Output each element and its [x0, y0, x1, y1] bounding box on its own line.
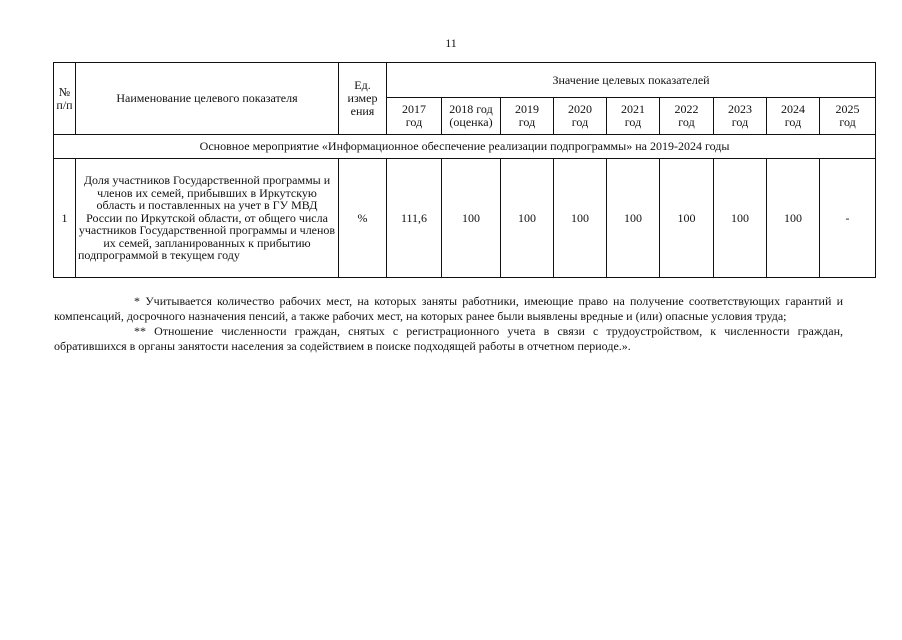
row-value-2021: 100 [607, 159, 660, 278]
footnotes [54, 294, 843, 354]
header-year-note: год [571, 115, 589, 129]
header-year-3 [554, 98, 607, 135]
row-value-2024: 100 [767, 159, 820, 278]
header-year-5 [660, 98, 714, 135]
row-value-2022: 100 [660, 159, 714, 278]
header-year-label: 2019 [515, 102, 539, 116]
header-year-label: 2017 [402, 102, 426, 116]
footnote-2: ** Отношение численности граждан, снятых с регистрационного учета в связи с трудоустройством, к численности граждан, обратившихся в органы занятости населения за содействием в поиске подходящей работы в отчетном периоде.». [54, 324, 843, 353]
header-year-label: 2024 [781, 102, 805, 116]
header-year-note: год [839, 115, 856, 129]
table-row [54, 159, 876, 278]
header-year-4 [607, 98, 660, 135]
row-value-2023: 100 [714, 159, 767, 278]
header-year-label: 2022 [674, 102, 699, 116]
header-year-1 [442, 98, 501, 135]
indicators-table [53, 62, 876, 278]
header-year-7 [767, 98, 820, 135]
header-year-note: год [518, 115, 536, 129]
row-unit: % [339, 159, 387, 278]
row-value-2019: 100 [501, 159, 554, 278]
header-year-label: 2021 [621, 102, 645, 116]
row-value-2018: 100 [442, 159, 501, 278]
row-value-2025: - [820, 159, 876, 278]
header-name: Наименование целевого показателя [76, 63, 339, 135]
header-num: № п/п [54, 63, 76, 135]
row-value-2020: 100 [554, 159, 607, 278]
header-year-note: год [624, 115, 642, 129]
header-year-6 [714, 98, 767, 135]
row-indicator-name: Доля участников Государственной программы и членов их семей, прибывших в Иркутскую область и поставленных на учет в ГУ МВД России по Иркутской области, от общего числа участников Государственной программы и членов их семей, запланированных к прибытию подпрограммой в текущем году [76, 159, 339, 278]
section-row [54, 135, 876, 159]
header-year-note: год [731, 115, 749, 129]
header-year-note: (оценка) [449, 115, 493, 129]
header-values-group: Значение целевых показателей [387, 63, 876, 98]
header-year-label: 2018 год [449, 102, 493, 116]
header-year-note: год [784, 115, 802, 129]
header-year-label: 2023 [728, 102, 752, 116]
header-year-note: год [405, 115, 423, 129]
header-unit: Ед. измер ения [339, 63, 387, 135]
footnote-1: * Учитывается количество рабочих мест, на которых заняты работники, имеющие право на получение соответствующих гарантий и компенсаций, досрочного назначения пенсий, а также рабочих мест, на которых ранее были выявлены вредные и (или) опасные условия труда; [54, 294, 843, 323]
header-year-label: 2025 [835, 102, 860, 116]
row-value-2017: 111,6 [387, 159, 442, 278]
header-year-note: год [678, 115, 695, 129]
page-number: 11 [445, 36, 457, 50]
header-year-0 [387, 98, 442, 135]
header-year-8 [820, 98, 876, 135]
section-title: Основное мероприятие «Информационное обеспечение реализации подпрограммы» на 2019-2024 годы [54, 135, 876, 159]
row-num: 1 [54, 159, 76, 278]
header-year-2 [501, 98, 554, 135]
header-row-1 [54, 63, 876, 98]
header-year-label: 2020 [568, 102, 592, 116]
